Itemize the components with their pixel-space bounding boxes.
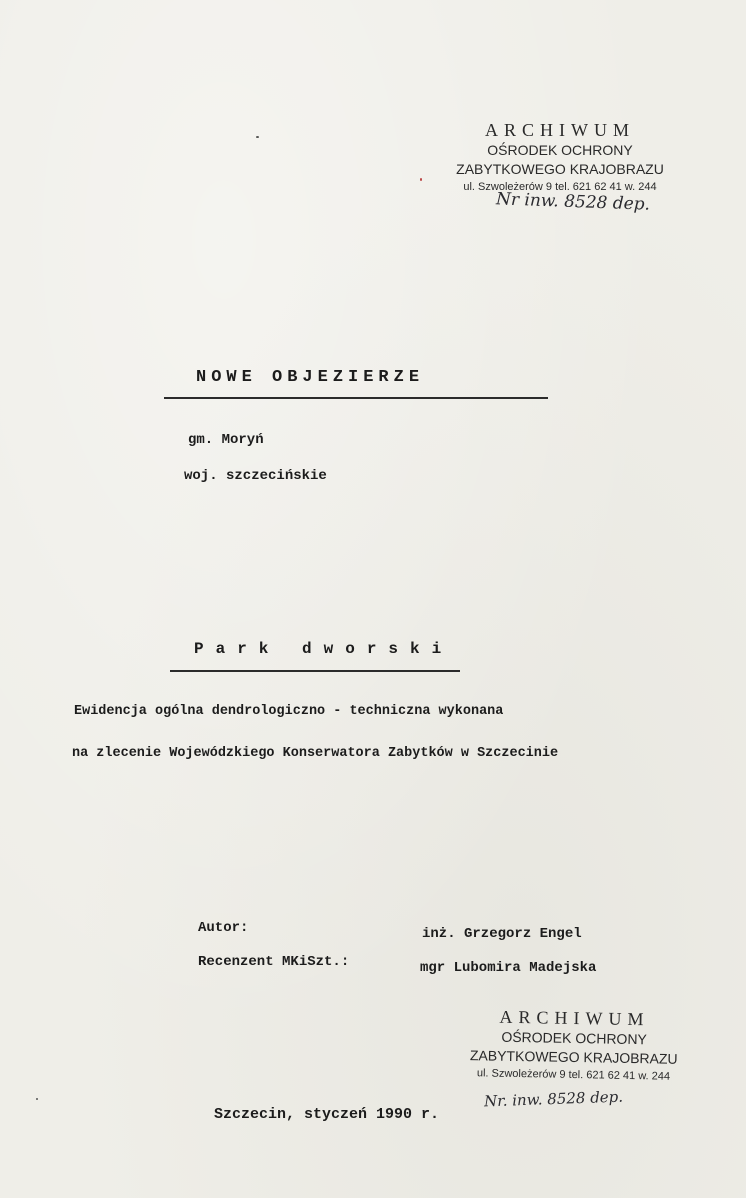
paper-speck bbox=[256, 136, 259, 138]
paper-speck bbox=[420, 178, 422, 181]
paper-speck bbox=[36, 1098, 38, 1100]
reviewer-label: Recenzent MKiSzt.: bbox=[198, 954, 350, 970]
document-title: NOWE OBJEZIERZE bbox=[196, 368, 425, 387]
stamp-line-2: ZABYTKOWEGO KRAJOBRAZU bbox=[469, 1047, 678, 1067]
handwritten-inventory-number-bottom: Nr. inw. 8528 dep. bbox=[483, 1087, 624, 1111]
stamp-line-1: OŚRODEK OCHRONY bbox=[487, 142, 633, 158]
handwritten-inventory-number-top: Nr inw. 8528 dep. bbox=[495, 189, 651, 215]
title-underline bbox=[164, 397, 548, 399]
description-line-2: na zlecenie Wojewódzkiego Konserwatora Zabytków w Szczecinie bbox=[72, 746, 559, 761]
archive-stamp-bottom bbox=[465, 1006, 682, 1085]
reviewer-name: mgr Lubomira Madejska bbox=[420, 960, 597, 976]
stamp-address: ul. Szwoleżerów 9 tel. 621 62 41 w. 244 bbox=[476, 1067, 671, 1083]
stamp-line-2: ZABYTKOWEGO KRAJOBRAZU bbox=[456, 161, 664, 177]
stamp-title: ARCHIWUM bbox=[485, 120, 635, 140]
archive-stamp-top bbox=[452, 120, 668, 195]
stamp-title: ARCHIWUM bbox=[499, 1006, 650, 1030]
location-gmina: gm. Moryń bbox=[188, 432, 264, 448]
stamp-address: ul. Szwoleżerów 9 tel. 621 62 41 w. 244 bbox=[463, 181, 657, 193]
subject-underline bbox=[170, 670, 460, 672]
stamp-line-1: OŚRODEK OCHRONY bbox=[501, 1028, 647, 1048]
description-line-1: Ewidencja ogólna dendrologiczno - techniczna wykonana bbox=[74, 704, 504, 719]
location-voivodeship: woj. szczecińskie bbox=[184, 468, 327, 484]
place-and-date: Szczecin, styczeń 1990 r. bbox=[214, 1106, 440, 1123]
author-name: inż. Grzegorz Engel bbox=[422, 926, 582, 942]
author-label: Autor: bbox=[198, 920, 249, 936]
subject-heading: Park dworski bbox=[194, 640, 454, 658]
